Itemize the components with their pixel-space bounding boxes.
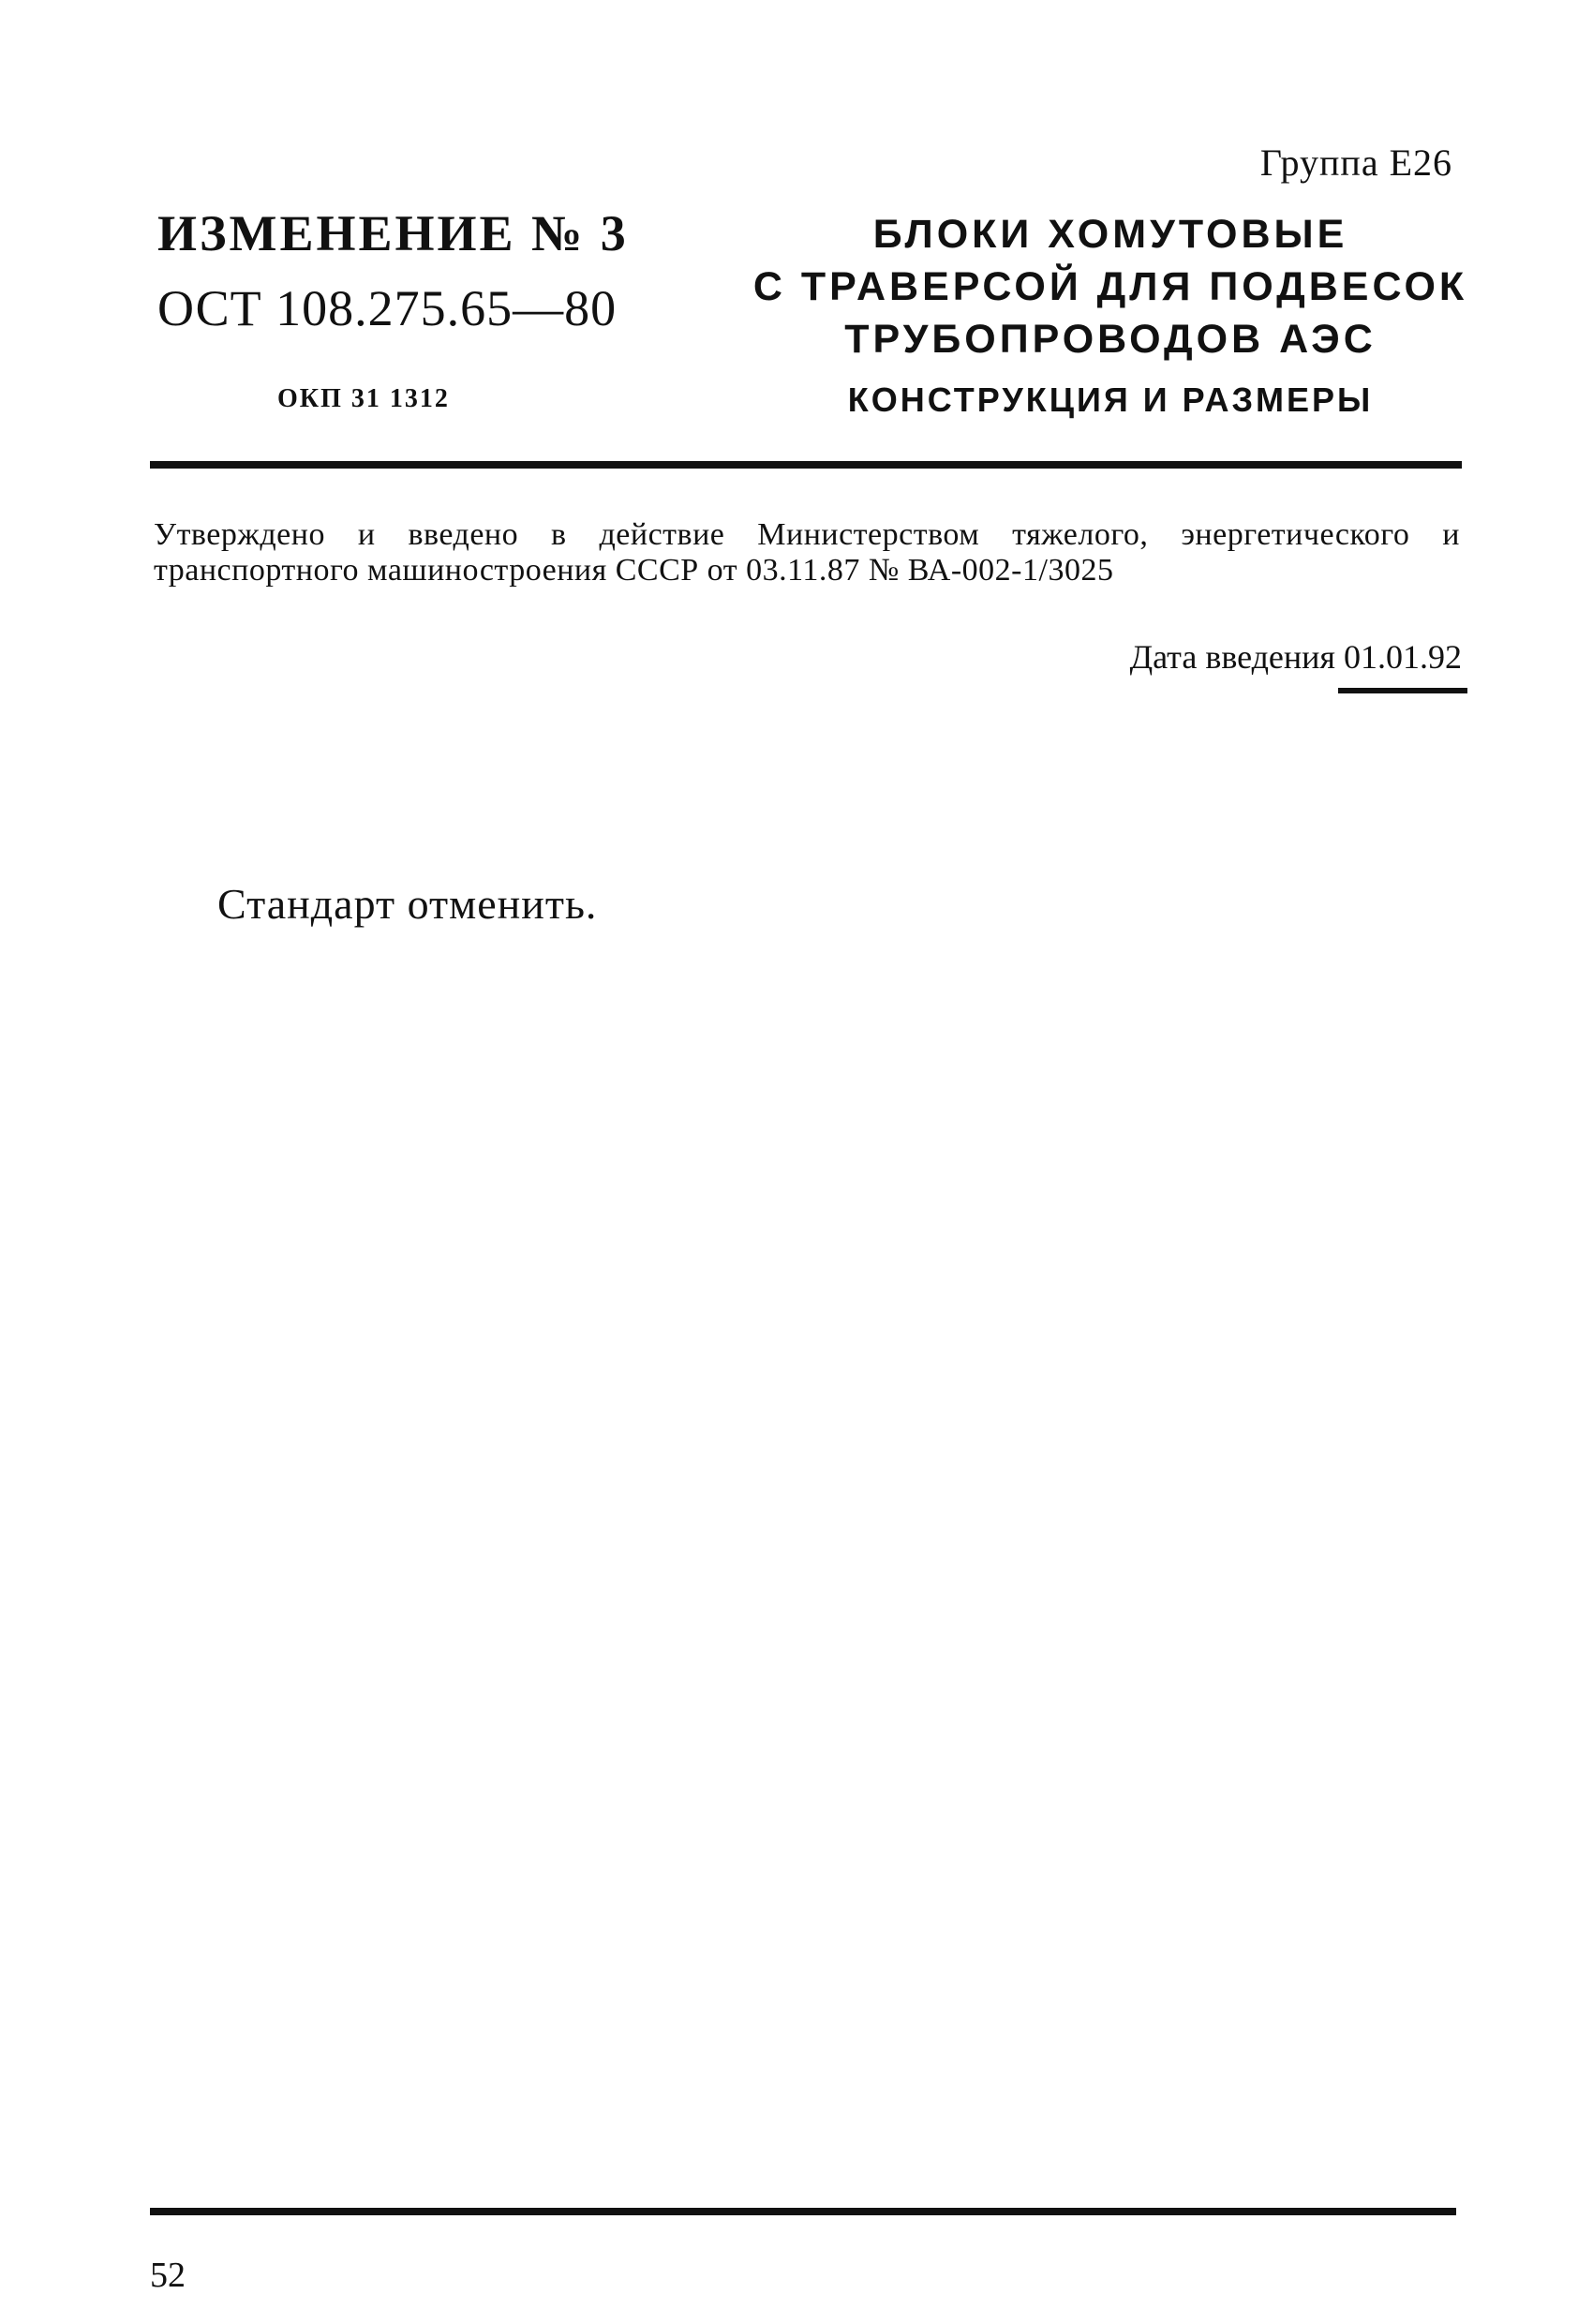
body-text: Стандарт отменить. xyxy=(217,880,598,928)
okp-code: ОКП 31 1312 xyxy=(277,384,450,413)
header-divider xyxy=(150,461,1462,469)
introduction-date xyxy=(1130,637,1462,680)
standard-subtitle: КОНСТРУКЦИЯ И РАЗМЕРЫ xyxy=(847,380,1374,419)
standard-title-line-1: БЛОКИ ХОМУТОВЫЕ xyxy=(872,212,1348,257)
standard-title-line-3: ТРУБОПРОВОДОВ АЭС xyxy=(844,317,1377,362)
standard-title xyxy=(740,208,1481,365)
introduction-date-value: 01.01.92 xyxy=(1344,637,1462,680)
standard-title-line-2: С ТРАВЕРСОЙ ДЛЯ ПОДВЕСОК xyxy=(752,264,1468,309)
footer-divider xyxy=(150,2208,1456,2215)
change-title: ИЗМЕНЕНИЕ № 3 xyxy=(157,205,629,261)
ost-number: ОСТ 108.275.65—80 xyxy=(157,280,618,336)
page-number: 52 xyxy=(150,2256,186,2295)
approval-text: Утверждено и введено в действие Министерством тяжелого, энергетического и транспортного машиностроения СССР от 03.11.87 № ВА-002-1/3025 xyxy=(154,517,1460,588)
introduction-date-label: Дата введения xyxy=(1129,638,1335,676)
group-label: Группа Е26 xyxy=(1259,142,1452,184)
